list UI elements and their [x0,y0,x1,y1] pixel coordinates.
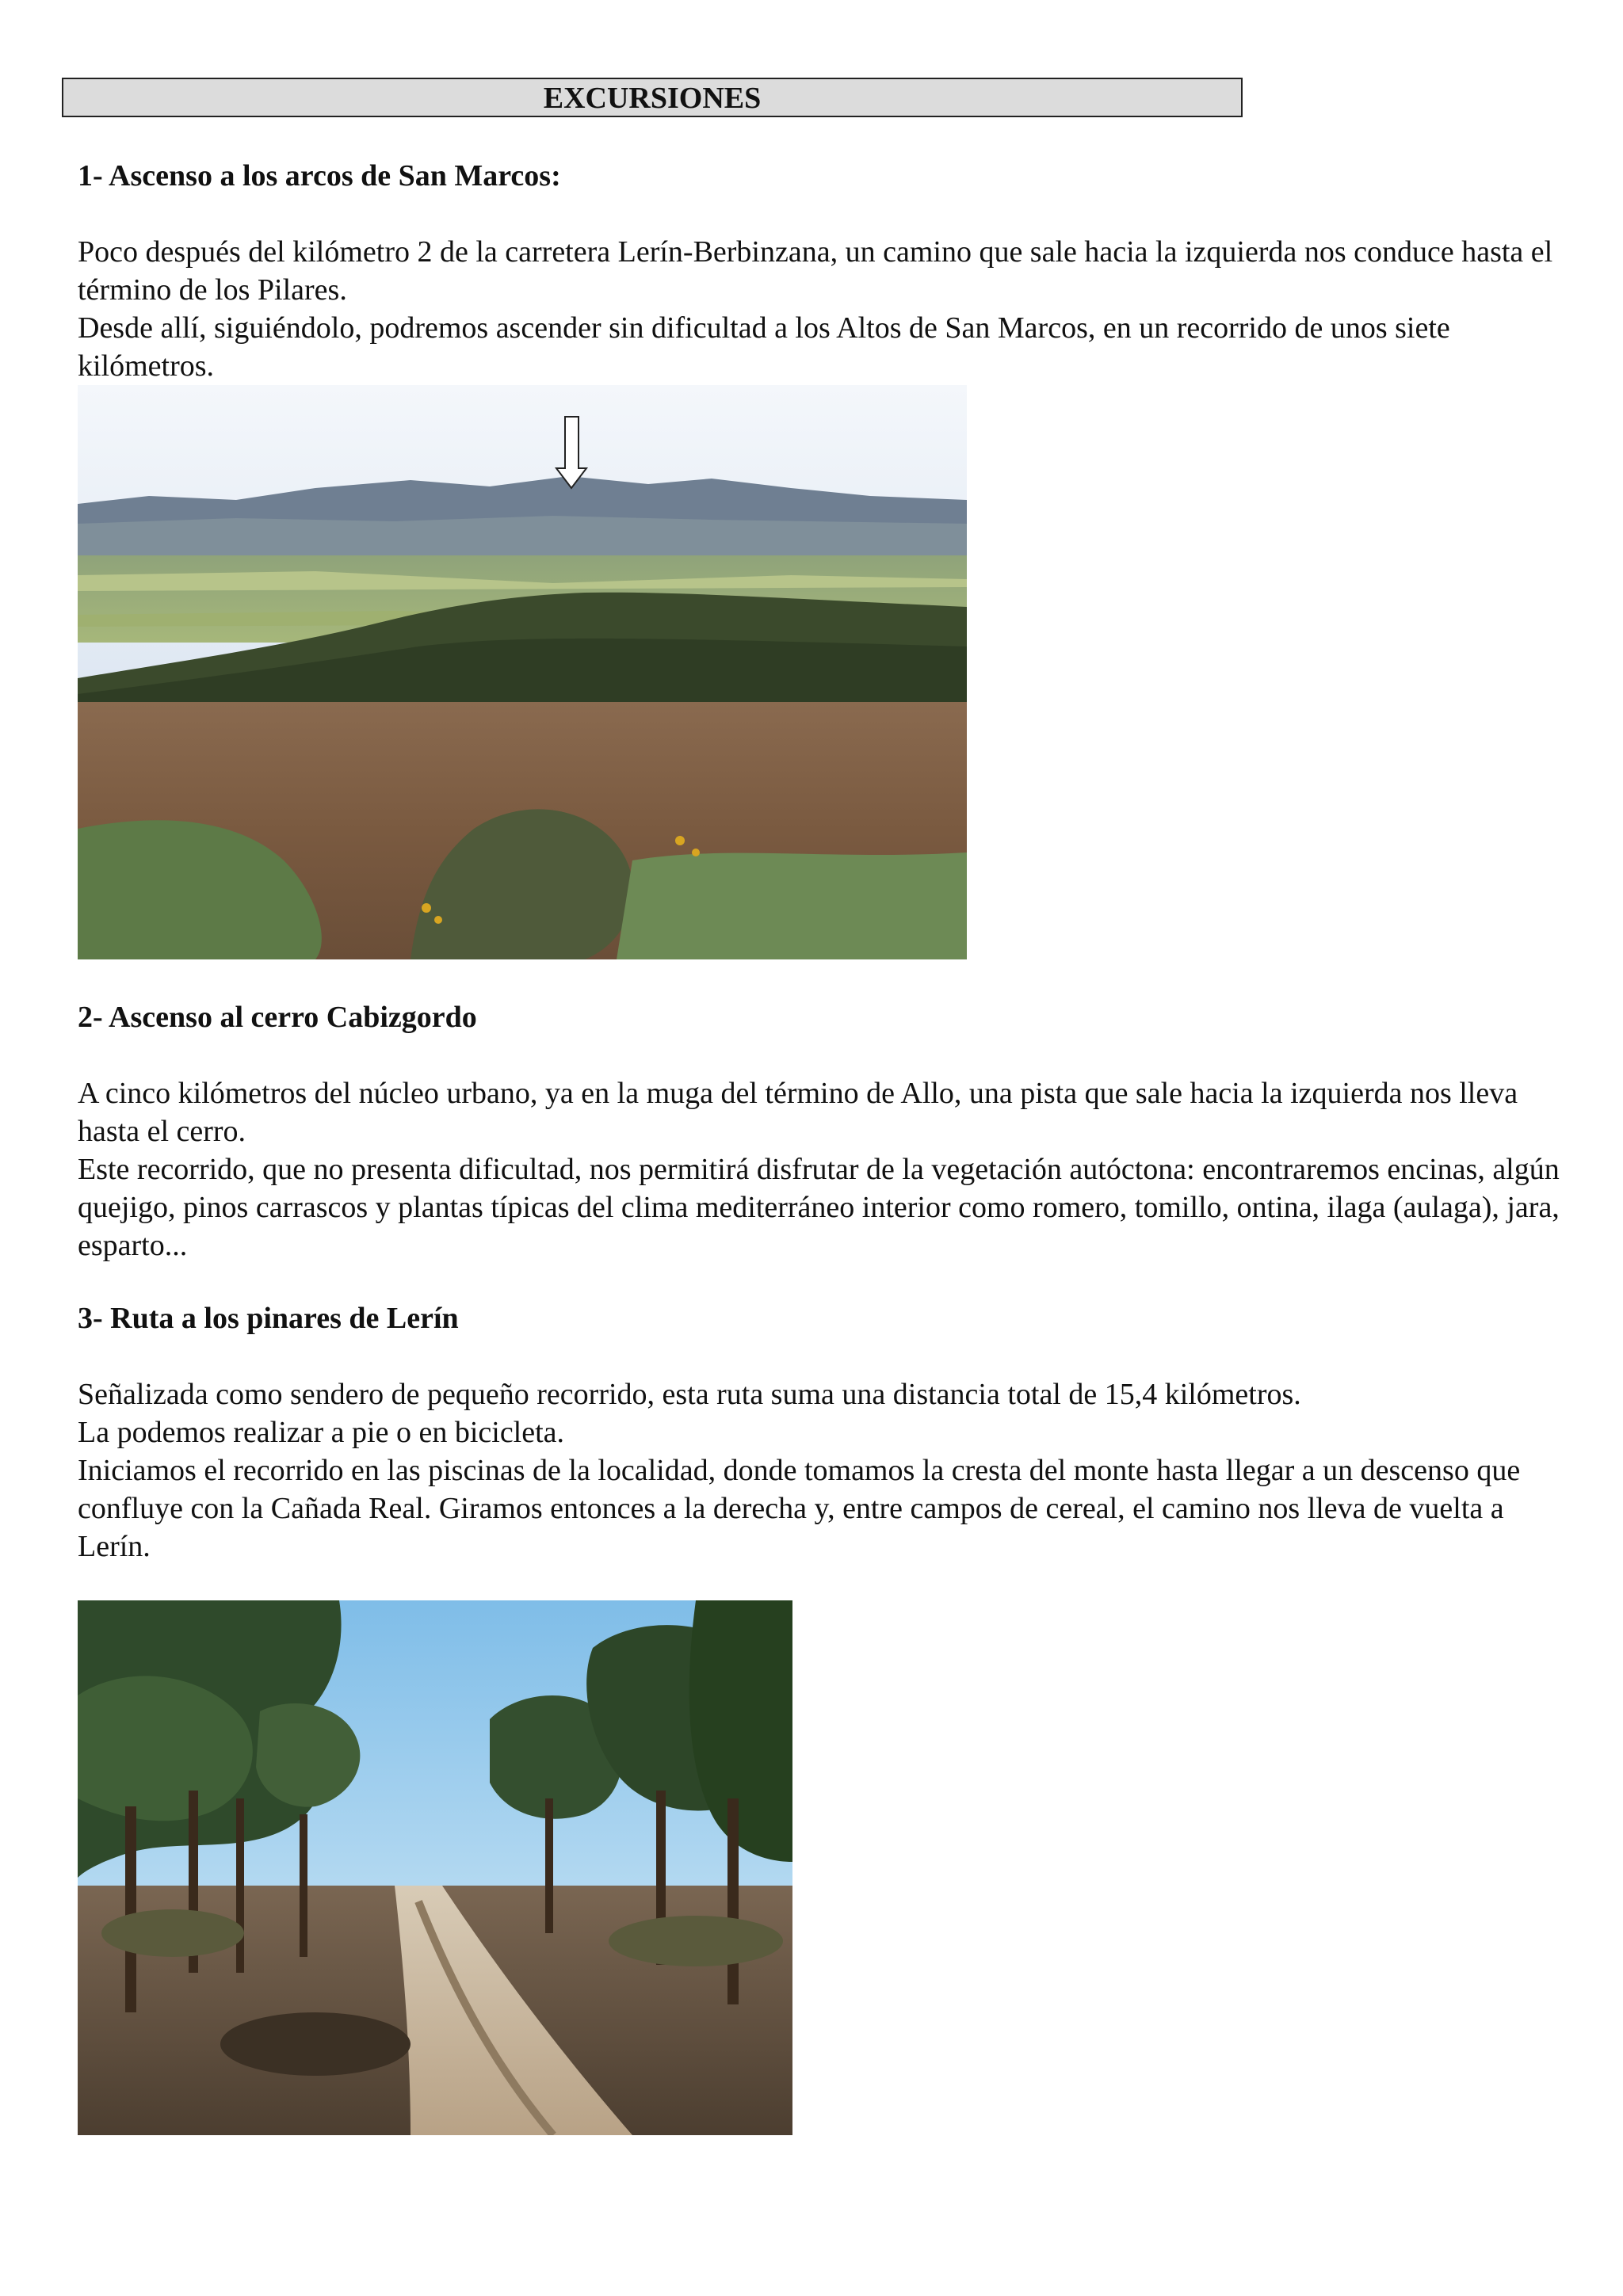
section-3-paragraph-2: La podemos realizar a pie o en bicicleta. [78,1416,565,1449]
section-3-heading: 3- Ruta a los pinares de Lerín [78,1302,459,1335]
section-3-paragraph-3: Iniciamos el recorrido en las piscinas de la localidad, donde tomamos la cresta del monte hasta llegar a un descenso que confluye con la Cañada Real. Giramos entonces a la derecha y, entre campos de cereal, el camino nos lleva de vuelta a Lerín. [78,1454,1521,1563]
section-2-paragraph-1: A cinco kilómetros del núcleo urbano, ya en la muga del término de Allo, una pista que sale hacia la izquierda nos lleva hasta el cerro. [78,1077,1518,1148]
pine-forest-illustration [78,1600,792,2135]
landscape-photo-san-marcos [78,385,967,959]
section-1-heading: 1- Ascenso a los arcos de San Marcos: [78,159,561,193]
page-title-box [62,78,1243,117]
page-title: EXCURSIONES [543,82,762,115]
landscape-photo-illustration [78,385,967,959]
section-2-heading: 2- Ascenso al cerro Cabizgordo [78,1001,477,1034]
section-1-paragraph-1: Poco después del kilómetro 2 de la carretera Lerín-Berbinzana, un camino que sale hacia la izquierda nos conduce hasta el término de los Pilares. [78,235,1553,307]
pine-forest-photo [78,1600,792,2135]
section-1-paragraph-2: Desde allí, siguiéndolo, podremos ascender sin dificultad a los Altos de San Marcos, en un recorrido de unos siete kilómetros. [78,311,1450,383]
section-2-paragraph-2: Este recorrido, que no presenta dificultad, nos permitirá disfrutar de la vegetación autóctona: encontraremos encinas, algún quejigo, pinos carrascos y plantas típicas del clima mediterráneo interior como romero, tomillo, ontina, ilaga (aulaga), jara, esparto... [78,1153,1560,1262]
section-3-paragraph-1: Señalizada como sendero de pequeño recorrido, esta ruta suma una distancia total de 15,4 kilómetros. [78,1378,1301,1411]
